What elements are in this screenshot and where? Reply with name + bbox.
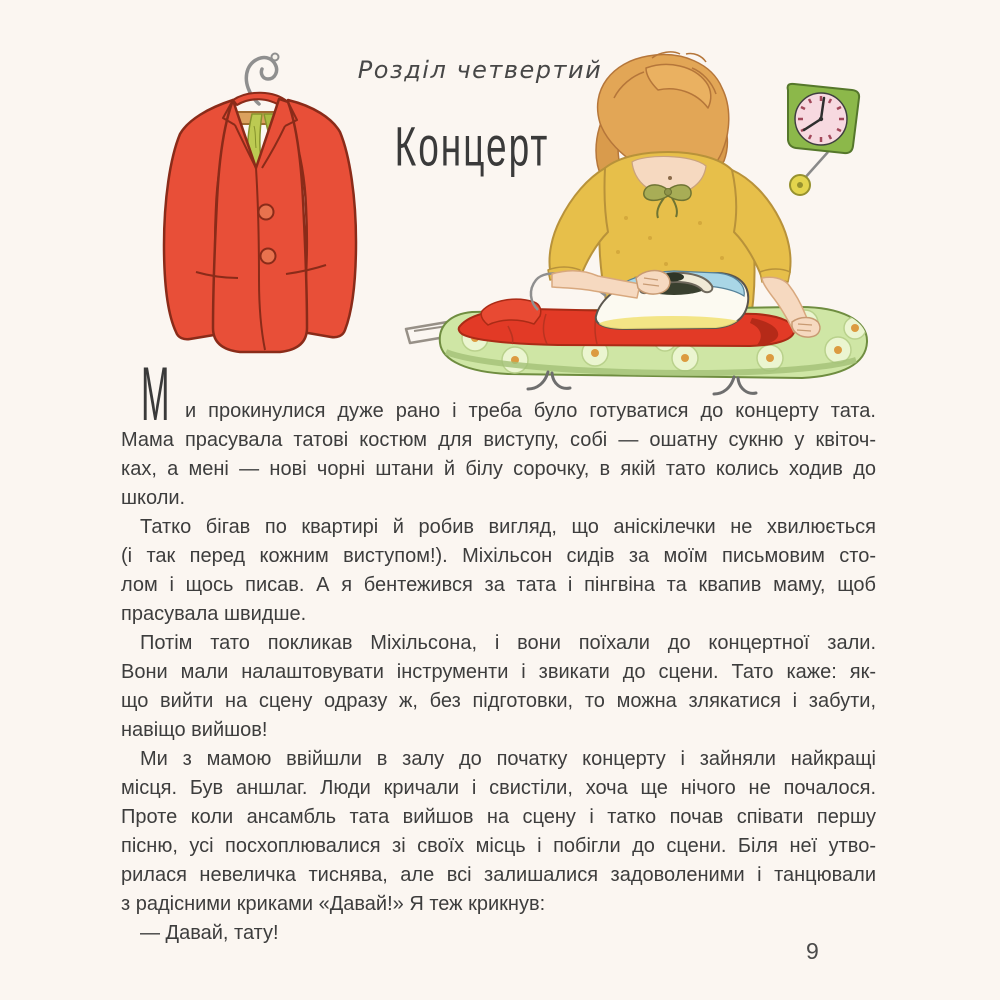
chapter-title: Концерт: [394, 116, 550, 178]
text-line: школи.: [121, 487, 186, 509]
clock-pendulum: [803, 152, 828, 180]
drop-cap: М: [141, 352, 170, 437]
jacket-illustration: [138, 40, 373, 375]
text-line: Проте коли ансамбль тата вийшов на сцену і татко почав співати першу: [121, 806, 876, 828]
text-line: Мама прасувала татові костюм для виступу, собі — ошатну сукню у квіточ-: [121, 429, 876, 451]
story-text: [121, 397, 876, 948]
ironing-scene-illustration: [400, 28, 880, 400]
chapter-kicker: Розділ четвертий: [357, 56, 603, 84]
text-line: и прокинулися дуже рано і треба було готуватися до концерту тата.: [185, 400, 876, 422]
text-line: Вони мали налаштовувати інструменти і звикати до сцени. Тато каже: як-: [121, 661, 876, 683]
text-line: навіщо вийшов!: [121, 719, 268, 741]
text-line: з радісними криками «Давай!» Я теж крикнув:: [121, 893, 546, 915]
text-line: ках, а мені — нові чорні штани й білу сорочку, в якій тато колись ходив до: [121, 458, 876, 480]
text-line: рилася невеличка тиснява, але всі залишалися задоволеними і танцювали: [121, 864, 876, 886]
text-line: пісню, усі посхоплювалися зі своїх місць і побігли до сцени. Біля неї утво-: [121, 835, 876, 857]
text-line: лом і щось писав. А я бентежився за тата і пінгвіна та квапив маму, щоб: [121, 574, 876, 596]
text-line: місця. Був аншлаг. Люди кричали і свистіли, хоча ще нічого не почалося.: [121, 777, 876, 799]
wall-clock: [788, 84, 860, 195]
text-line: — Давай, тату!: [140, 922, 279, 944]
text-line: що вийти на сцену одразу ж, без підготовки, то можна злякатися і забути,: [121, 690, 876, 712]
text-line: (і так перед кожним виступом!). Міхільсон сидів за моїм письмовим сто-: [121, 545, 876, 567]
text-line: Ми з мамою ввійшли в залу до початку концерту і зайняли найкращі: [140, 748, 876, 770]
text-line: Татко бігав по квартирі й робив вигляд, що аніскілечки не хвилюється: [140, 516, 876, 538]
text-line: прасувала швидше.: [121, 603, 307, 625]
page-number: 9: [806, 938, 819, 964]
text-line: Потім тато покликав Міхільсона, і вони поїхали до концертної зали.: [140, 632, 876, 654]
